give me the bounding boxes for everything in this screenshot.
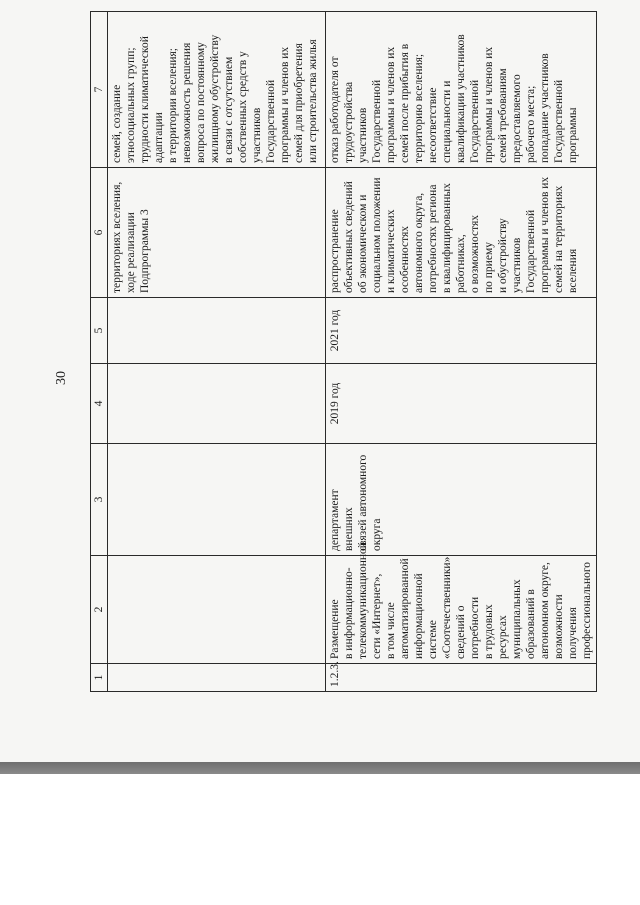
header-col-7: 7 (91, 12, 108, 168)
cell-executor: департамент внешних связей автономного округа (326, 444, 597, 556)
cell-activity: Размещение в информационно- телекоммуникационной сети «Интернет», в том числе автоматизированной информационной системе «Соотечественники» сведений о потребности в трудовых ресурсах муниципальных образований в автономном округе, возможности получения профессионального (326, 556, 597, 664)
cell-number: 1.2.3. (326, 664, 597, 692)
cell-expected-result: территориях вселения, ходе реализации Подпрограммы 3 (108, 168, 326, 298)
header-col-5: 5 (91, 298, 108, 364)
cell-risks: отказ работодателя от трудоустройства участников Государственной программы и членов их семей после прибытия в территорию вселения; несоответствие специальности и квалификации участников Государственной программы и членов их семей требованиям предоставляемого рабочего места; попадание участников Государственной программы (326, 12, 597, 168)
scan-edge-shadow (0, 762, 640, 774)
cell-activity (108, 556, 326, 664)
table-header-row (91, 12, 108, 692)
page-number: 30 (54, 371, 69, 385)
header-col-6: 6 (91, 168, 108, 298)
header-col-2: 2 (91, 556, 108, 664)
cell-end-year (108, 298, 326, 364)
cell-number (108, 664, 326, 692)
table-row (108, 12, 326, 692)
cell-end-year: 2021 год (326, 298, 597, 364)
rotated-table-container (90, 12, 630, 692)
cell-risks: семей, создание этносоциальных групп; трудности климатической адаптации в территории вселения; невозможность решения вопроса по постоянному жилищному обустройству в связи с отсутствием собственных средств у участников Государственной программы и членов их семей для приобретения или строительства жилья (108, 12, 326, 168)
header-col-3: 3 (91, 444, 108, 556)
cell-start-year (108, 364, 326, 444)
header-col-1: 1 (91, 664, 108, 692)
cell-executor (108, 444, 326, 556)
cell-start-year: 2019 год (326, 364, 597, 444)
cell-expected-result: распространение объективных сведений об экономическом и социальном положении и климатических особенностях автономного округа, потребностях региона в квалифицированных работниках, о возможностях по приему и обустройству участников Государственной программы и членов их семей на территориях вселения (326, 168, 597, 298)
header-col-4: 4 (91, 364, 108, 444)
blank-area (0, 774, 640, 905)
table-row (326, 12, 597, 692)
program-activities-table (90, 11, 597, 692)
